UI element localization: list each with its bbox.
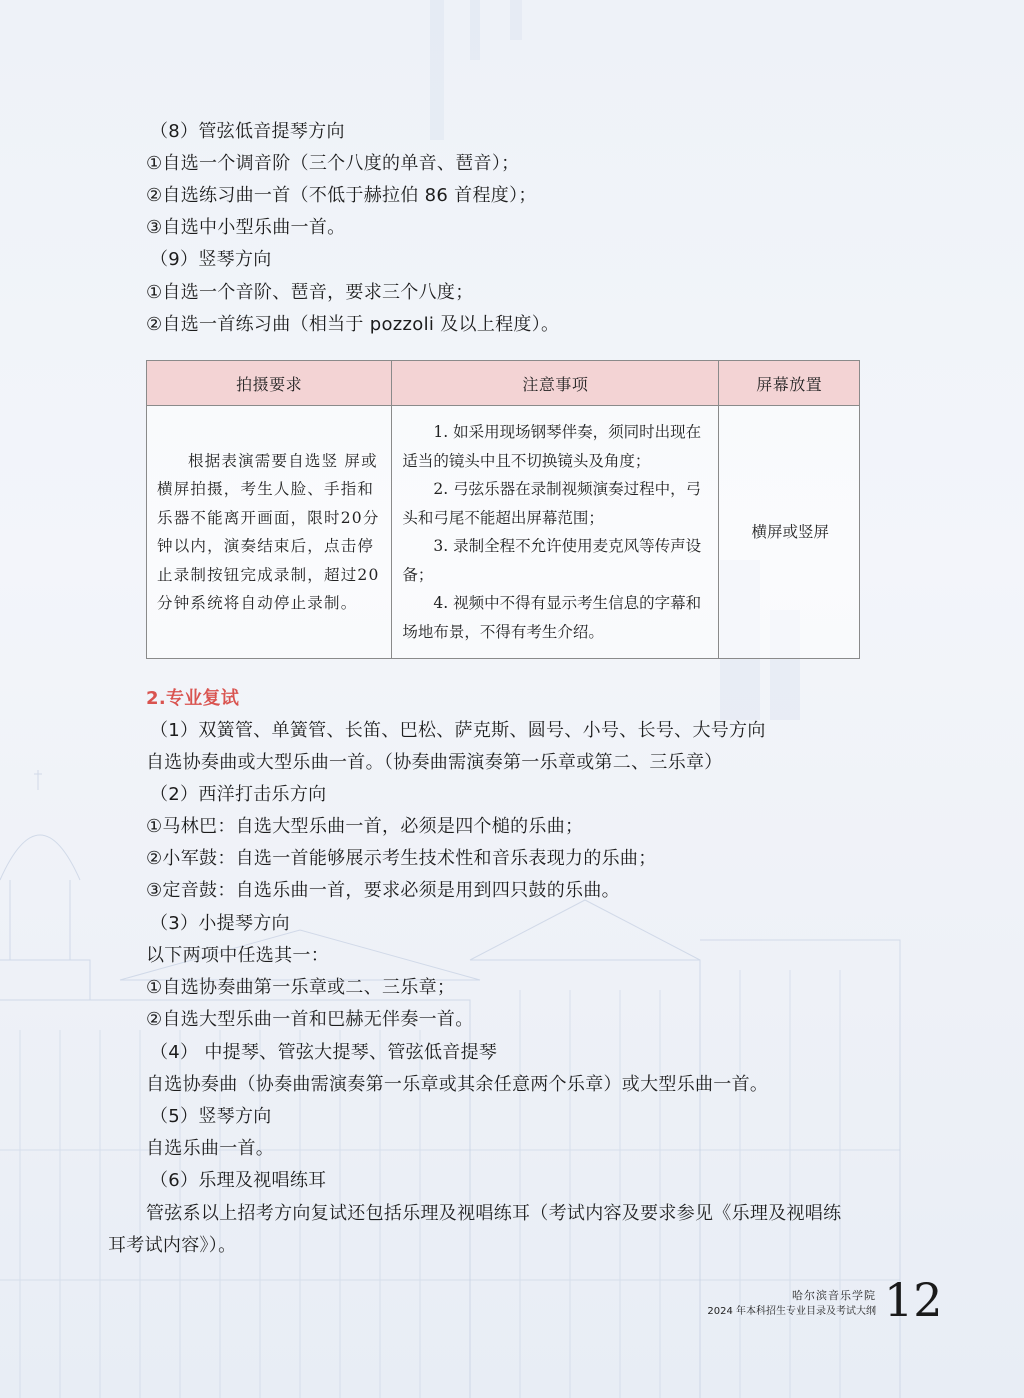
subheading: （6）乐理及视唱练耳: [150, 1170, 327, 1191]
subheading: （1）双簧管、单簧管、长笛、巴松、萨克斯、圆号、小号、长号、大号方向: [150, 720, 766, 741]
list-item: ①自选一个音阶、琶音，要求三个八度；: [146, 282, 474, 303]
list-item: 以下两项中任选其一：: [146, 945, 329, 966]
heading-double-bass: （8）管弦低音提琴方向: [150, 121, 345, 142]
header-screen-placement: 屏幕放置: [719, 361, 860, 406]
table-row: [147, 406, 860, 659]
list-item: ②小军鼓：自选一首能够展示考生技术性和音乐表现力的乐曲；: [146, 848, 657, 869]
page-number: 12: [884, 1273, 943, 1327]
recording-requirements-table: [146, 360, 860, 659]
footer: [707, 1288, 876, 1320]
list-item: ②自选大型乐曲一首和巴赫无伴奏一首。: [146, 1009, 474, 1030]
section-heading-retest: 2.专业复试: [146, 688, 240, 709]
subheading: （3）小提琴方向: [150, 913, 290, 934]
footer-subtitle: 2024 年本科招生专业目录及考试大纲: [707, 1306, 876, 1317]
subheading: （4） 中提琴、管弦大提琴、管弦低音提琴: [150, 1042, 498, 1063]
list-item: ①自选一个调音阶（三个八度的单音、琶音）；: [146, 153, 520, 174]
list-item: 自选协奏曲（协奏曲需演奏第一乐章或其余任意两个乐章）或大型乐曲一首。: [146, 1074, 769, 1095]
cell-screen-placement: 横屏或竖屏: [719, 406, 860, 659]
table-header-row: [147, 361, 860, 406]
list-item: ①自选协奏曲第一乐章或二、三乐章；: [146, 977, 456, 998]
list-item: 自选乐曲一首。: [146, 1138, 275, 1159]
paragraph-line: 管弦系以上招考方向复试还包括乐理及视唱练耳（考试内容及要求参见《乐理及视唱练: [146, 1203, 842, 1224]
list-item: ③定音鼓：自选乐曲一首，要求必须是用到四只鼓的乐曲。: [146, 880, 620, 901]
note-item: 2. 弓弦乐器在录制视频演奏过程中，弓头和弓尾不能超出屏幕范围；: [402, 480, 702, 527]
cell-notes: [392, 406, 719, 659]
header-shooting-requirements: 拍摄要求: [147, 361, 392, 406]
subheading: （5）竖琴方向: [150, 1106, 272, 1127]
note-item: 4. 视频中不得有显示考生信息的字幕和场地布景，不得有考生介绍。: [402, 594, 702, 641]
list-item: 自选协奏曲或大型乐曲一首。（协奏曲需演奏第一乐章或第二、三乐章）: [146, 752, 723, 773]
heading-harp: （9）竖琴方向: [150, 249, 272, 270]
list-item: ②自选练习曲一首（不低于赫拉伯 86 首程度）；: [146, 185, 537, 206]
footer-school-name: 哈尔滨音乐学院: [792, 1289, 876, 1302]
list-item: ②自选一首练习曲（相当于 pozzoli 及以上程度）。: [146, 314, 560, 335]
header-notes: 注意事项: [392, 361, 719, 406]
note-item: 3. 录制全程不允许使用麦克风等传声设备；: [402, 537, 702, 584]
subheading: （2）西洋打击乐方向: [150, 784, 327, 805]
paragraph-line: 耳考试内容》）。: [108, 1235, 237, 1256]
list-item: ①马林巴：自选大型乐曲一首，必须是四个槌的乐曲；: [146, 816, 584, 837]
cell-shooting-requirements: 根据表演需要自选竖 屏或横屏拍摄，考生人脸、手指和乐器不能离开画面，限时20分钟以内，演奏结束后，点击停止录制按钮完成录制，超过20分钟系统将自动停止录制。: [147, 406, 392, 659]
note-item: 1. 如采用现场钢琴伴奏，须同时出现在适当的镜头中且不切换镜头及角度；: [402, 423, 702, 470]
list-item: ③自选中小型乐曲一首。: [146, 217, 346, 238]
